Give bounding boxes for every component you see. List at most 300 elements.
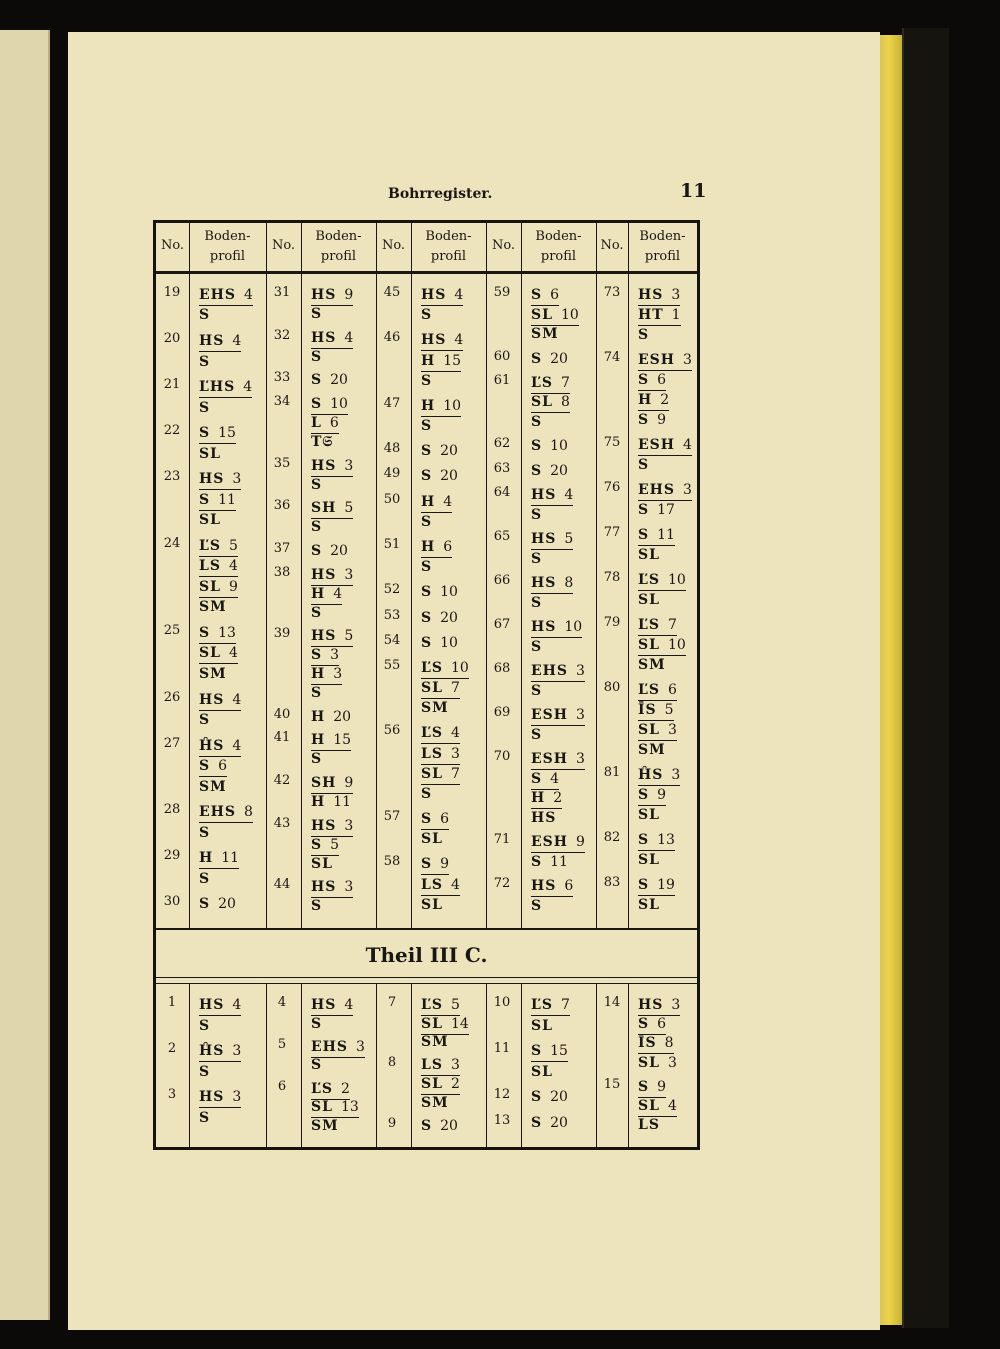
soil-profile-entry: SM (199, 599, 227, 616)
soil-profile-entry: S (199, 1063, 211, 1080)
record-number: 47 (383, 395, 401, 411)
record-number: 53 (383, 607, 401, 623)
soil-profile-entry: HS 4 (199, 331, 241, 352)
record-number: 45 (383, 285, 401, 300)
soil-profile-entry: S 4 (531, 769, 559, 790)
soil-profile-entry: SM (311, 1117, 339, 1134)
record-number: 22 (163, 423, 181, 439)
row-rule (156, 928, 697, 930)
record-number: 54 (383, 632, 401, 648)
record-number: 3 (167, 1087, 177, 1103)
soil-profile-entry: S (199, 1017, 211, 1034)
soil-profile-entry: HS 10 (531, 617, 582, 638)
header-no: No. (160, 238, 185, 253)
soil-profile-entry: S (311, 519, 323, 536)
soil-profile-entry: LS 3 (421, 1055, 460, 1076)
soil-profile-entry: EHS 3 (638, 480, 692, 501)
soil-profile-entry: ESH 9 (531, 832, 585, 853)
header-number-cell (596, 236, 628, 256)
soil-profile-entry: EHS 4 (199, 285, 253, 306)
soil-profile-entry: SM (199, 665, 227, 682)
page-number: 11 (680, 180, 707, 202)
soil-profile-entry: ĽS 10 (638, 570, 686, 591)
header-profile-cell (411, 227, 486, 267)
soil-profile-entry: SL (638, 547, 660, 563)
record-number: 62 (493, 436, 511, 452)
soil-profile-entry: SH 9 (311, 773, 353, 794)
soil-profile-entry: HS 3 (311, 456, 353, 477)
record-number: 74 (603, 350, 621, 365)
soil-profile-entry: SL 8 (531, 392, 570, 413)
soil-profile-entry: HS (531, 809, 557, 826)
soil-profile-entry: SL (638, 852, 660, 868)
record-number: 39 (273, 626, 291, 642)
section-title: Theil III C. (365, 943, 488, 967)
header-profile-cell (521, 227, 596, 267)
record-number: 33 (273, 370, 291, 386)
record-number: 46 (383, 330, 401, 346)
soil-profile-entry: S (199, 824, 211, 841)
soil-profile-entry: S 20 (421, 443, 458, 460)
header-number-cell (156, 236, 189, 256)
soil-profile-entry: S 20 (531, 462, 568, 479)
soil-profile-entry: SL (421, 896, 443, 913)
record-number: 57 (383, 809, 401, 825)
column-rule (521, 223, 522, 928)
soil-profile-entry: ĽS 10 (421, 658, 469, 679)
soil-profile-entry: H 2 (531, 788, 562, 809)
record-number: 6 (277, 1078, 287, 1094)
soil-profile-entry: S (199, 712, 211, 729)
record-number: 50 (383, 491, 401, 507)
header-number-cell (266, 236, 301, 256)
soil-profile-entry: S (638, 327, 650, 343)
record-number: 64 (493, 485, 511, 501)
record-number: 10 (493, 995, 511, 1010)
record-number: 81 (603, 765, 621, 780)
soil-profile-entry: S (531, 682, 543, 699)
soil-profile-entry: S 20 (421, 468, 458, 485)
soil-profile-entry: S 6 (531, 285, 559, 306)
record-number: 9 (387, 1115, 397, 1131)
soil-profile-entry: H 15 (421, 351, 461, 372)
soil-profile-entry: T𝔖 (311, 433, 334, 450)
soil-profile-entry: SL 7 (421, 764, 460, 785)
soil-profile-entry: S (421, 372, 433, 389)
record-number: 30 (163, 894, 181, 910)
soil-profile-entry: HS 3 (199, 469, 241, 490)
record-number: 15 (603, 1076, 621, 1092)
record-number: 61 (493, 372, 511, 388)
record-number: 79 (603, 615, 621, 630)
soil-profile-entry: HS 3 (638, 285, 680, 306)
soil-profile-entry: H 10 (421, 396, 461, 417)
record-number: 42 (273, 773, 291, 789)
soil-profile-entry: HS 4 (421, 285, 463, 306)
soil-profile-entry: SL (638, 807, 660, 823)
soil-profile-entry: HS 3 (199, 1087, 241, 1108)
header-boden: Boden- (315, 229, 362, 244)
soil-profile-entry: S (311, 685, 323, 702)
record-number: 73 (603, 285, 621, 300)
soil-profile-entry: S (311, 751, 323, 768)
header-boden: Boden- (425, 229, 472, 244)
soil-profile-entry: SL 9 (199, 577, 238, 598)
header-profile-cell (301, 227, 376, 267)
soil-profile-entry: S 13 (638, 830, 675, 851)
record-number: 36 (273, 498, 291, 514)
soil-profile-entry: SM (421, 1094, 449, 1111)
record-number: 34 (273, 393, 291, 409)
soil-profile-entry: ESH 3 (638, 350, 692, 371)
header-boden: Boden- (535, 229, 582, 244)
soil-profile-entry: HS 6 (531, 876, 573, 897)
soil-profile-entry: S 10 (421, 634, 458, 651)
record-number: 75 (603, 435, 621, 450)
soil-profile-entry: ĽS 7 (638, 615, 677, 636)
soil-profile-entry: LS 4 (421, 875, 460, 896)
soil-profile-entry: SM (421, 1034, 449, 1051)
soil-profile-entry: SL 10 (531, 305, 579, 326)
soil-profile-entry: ĽS 5 (421, 995, 460, 1016)
soil-profile-entry: EHS 3 (531, 661, 585, 682)
soil-profile-entry: S (421, 418, 433, 435)
soil-profile-entry: S 6 (199, 756, 227, 777)
soil-profile-entry: H 6 (421, 537, 452, 558)
soil-profile-entry: S 9 (421, 854, 449, 875)
record-number: 82 (603, 830, 621, 845)
record-number: 60 (493, 348, 511, 364)
header-no: No. (381, 238, 406, 253)
record-number: 2 (167, 1041, 177, 1057)
row-rule (156, 271, 697, 274)
soil-profile-entry: H 11 (311, 794, 352, 811)
soil-profile-entry: S (311, 348, 323, 365)
record-number: 5 (277, 1036, 287, 1052)
soil-profile-entry: SL (199, 512, 221, 529)
soil-profile-entry: H 4 (421, 492, 452, 513)
soil-profile-entry: HS 4 (531, 485, 573, 506)
soil-profile-entry: ĽS 6 (638, 680, 677, 701)
record-number: 4 (277, 995, 287, 1010)
soil-profile-entry: LS 4 (199, 556, 238, 577)
soil-profile-entry: S 10 (311, 394, 348, 415)
header-number-cell (486, 236, 521, 256)
record-number: 35 (273, 455, 291, 471)
record-number: 68 (493, 661, 511, 677)
soil-profile-entry: S (531, 897, 543, 914)
soil-profile-entry: SM (638, 657, 666, 673)
soil-profile-entry: S (531, 550, 543, 567)
soil-profile-entry: S 15 (199, 423, 236, 444)
soil-profile-entry: S (421, 559, 433, 576)
record-number: 55 (383, 657, 401, 673)
record-number: 28 (163, 802, 181, 818)
soil-profile-entry: SH 5 (311, 498, 353, 519)
soil-profile-entry: S (311, 1015, 323, 1032)
soil-profile-entry: ĪS 5 (638, 700, 674, 721)
soil-profile-entry: SM (421, 700, 449, 717)
record-number: 48 (383, 441, 401, 457)
soil-profile-entry: S (311, 898, 323, 915)
soil-profile-entry: ESH 4 (638, 435, 692, 456)
soil-profile-entry: ĽS 7 (531, 995, 570, 1016)
soil-profile-entry: ĽS 5 (199, 536, 238, 557)
soil-profile-entry: S 9 (638, 785, 666, 806)
record-number: 13 (493, 1112, 511, 1128)
header-profil: profil (320, 249, 357, 264)
soil-profile-entry: ĤS 4 (199, 736, 241, 757)
soil-profile-entry: S (199, 353, 211, 370)
header-no: No. (271, 238, 296, 253)
soil-profile-entry: HS 3 (311, 877, 353, 898)
header-profil: profil (209, 249, 246, 264)
soil-profile-entry: S (199, 1109, 211, 1126)
record-number: 70 (493, 749, 511, 765)
record-number: 25 (163, 622, 181, 638)
soil-profile-entry: S (311, 476, 323, 493)
record-number: 29 (163, 848, 181, 864)
record-number: 76 (603, 480, 621, 495)
soil-profile-entry: ĪS 8 (638, 1033, 674, 1054)
column-rule (411, 983, 412, 1147)
record-number: 44 (273, 877, 291, 893)
record-number: 38 (273, 564, 291, 580)
soil-profile-entry: SL 14 (421, 1014, 469, 1035)
soil-profile-entry: S (421, 785, 433, 802)
soil-profile-entry: S 20 (531, 1114, 568, 1131)
soil-profile-entry: HS 4 (311, 328, 353, 349)
soil-profile-entry: S (199, 399, 211, 416)
record-number: 83 (603, 875, 621, 890)
soil-profile-entry: ĤS 3 (638, 765, 680, 786)
soil-profile-entry: S 20 (421, 609, 458, 626)
soil-profile-entry: S 19 (638, 875, 675, 896)
record-number: 58 (383, 854, 401, 870)
soil-profile-entry: ĽS 2 (311, 1079, 350, 1100)
soil-profile-entry: HS 3 (311, 565, 353, 586)
soil-profile-entry: H 20 (311, 708, 352, 725)
soil-profile-entry: HS 4 (199, 995, 241, 1016)
soil-profile-entry: HS 4 (311, 995, 353, 1016)
soil-profile-entry: LS 3 (421, 744, 460, 765)
soil-profile-entry: HS 5 (531, 529, 573, 550)
record-number: 80 (603, 680, 621, 695)
record-number: 8 (387, 1055, 397, 1071)
soil-profile-entry: S 6 (638, 1014, 666, 1035)
record-number: 1 (167, 995, 177, 1010)
soil-profile-entry: S 5 (311, 835, 339, 856)
soil-profile-entry: S 3 (311, 645, 339, 666)
soil-profile-entry: SL (531, 1017, 553, 1034)
bohrregister-table (153, 220, 700, 1150)
soil-profile-entry: EHS 3 (311, 1037, 365, 1058)
record-number: 72 (493, 876, 511, 892)
record-number: 7 (387, 995, 397, 1010)
header-profil: profil (430, 249, 467, 264)
column-rule (301, 223, 302, 928)
soil-profile-entry: SL 4 (199, 643, 238, 664)
soil-profile-entry: SL (421, 831, 443, 848)
soil-profile-entry: S (421, 513, 433, 530)
record-number: 21 (163, 377, 181, 393)
record-number: 65 (493, 529, 511, 545)
record-number: 23 (163, 469, 181, 485)
record-number: 27 (163, 735, 181, 751)
record-number: 59 (493, 285, 511, 300)
soil-profile-entry: H 2 (638, 390, 669, 411)
soil-profile-entry: SL 13 (311, 1097, 359, 1118)
header-profil: profil (644, 249, 681, 264)
record-number: 52 (383, 582, 401, 598)
soil-profile-entry: S 20 (421, 1117, 458, 1134)
record-number: 67 (493, 617, 511, 633)
soil-profile-entry: HS 3 (311, 816, 353, 837)
soil-profile-entry: S 6 (421, 809, 449, 830)
soil-profile-entry: SL (638, 592, 660, 608)
soil-profile-entry: S 10 (421, 584, 458, 601)
record-number: 14 (603, 995, 621, 1010)
soil-profile-entry: SM (531, 326, 559, 343)
record-number: 51 (383, 536, 401, 552)
column-rule (628, 223, 629, 928)
header-number-cell (376, 236, 411, 256)
record-number: 19 (163, 285, 181, 300)
soil-profile-entry: ĤS 3 (199, 1041, 241, 1062)
soil-profile-entry: H 15 (311, 730, 351, 751)
soil-profile-entry: SM (638, 742, 666, 758)
column-rule (189, 223, 190, 928)
row-rule (156, 983, 697, 984)
soil-profile-entry: S 11 (638, 525, 675, 546)
record-number: 37 (273, 540, 291, 556)
header-boden: Boden- (204, 229, 251, 244)
soil-profile-entry: S (531, 726, 543, 743)
record-number: 77 (603, 525, 621, 540)
soil-profile-entry: SL 7 (421, 678, 460, 699)
header-profile-cell (628, 227, 697, 267)
soil-profile-entry: LS (638, 1117, 660, 1133)
soil-profile-entry: S 17 (638, 502, 675, 518)
soil-profile-entry: HS 5 (311, 626, 353, 647)
soil-profile-entry: HS 9 (311, 285, 353, 306)
soil-profile-entry: S (531, 594, 543, 611)
soil-profile-entry: S (311, 305, 323, 322)
soil-profile-entry: S (199, 307, 211, 324)
record-number: 12 (493, 1087, 511, 1103)
record-number: 56 (383, 723, 401, 739)
soil-profile-entry: HS 4 (421, 330, 463, 351)
soil-profile-entry: HS 4 (199, 690, 241, 711)
column-rule (411, 223, 412, 928)
record-number: 41 (273, 730, 291, 746)
column-rule (189, 983, 190, 1147)
soil-profile-entry: S 13 (199, 623, 236, 644)
soil-profile-entry: S (311, 1057, 323, 1074)
header-profile-cell (189, 227, 266, 267)
soil-profile-entry: S 9 (638, 412, 667, 428)
record-number: 31 (273, 285, 291, 300)
record-number: 66 (493, 573, 511, 589)
soil-profile-entry: S (531, 638, 543, 655)
soil-profile-entry: S 11 (531, 853, 568, 870)
facing-page-edge (0, 30, 50, 1320)
record-number: 63 (493, 460, 511, 476)
soil-profile-entry: H 4 (311, 584, 342, 605)
header-no: No. (491, 238, 516, 253)
row-rule (156, 977, 697, 978)
soil-profile-entry: SL (638, 897, 660, 913)
soil-profile-entry: S 20 (311, 542, 348, 559)
record-number: 26 (163, 689, 181, 705)
column-rule (628, 983, 629, 1147)
record-number: 49 (383, 466, 401, 482)
soil-profile-entry: S 15 (531, 1041, 568, 1062)
soil-profile-entry: EHS 8 (199, 802, 253, 823)
soil-profile-entry: SL 3 (638, 720, 677, 741)
soil-profile-entry: S (531, 414, 543, 430)
record-number: 71 (493, 832, 511, 848)
soil-profile-entry: S (199, 870, 211, 887)
soil-profile-entry: ĽHS 4 (199, 377, 252, 398)
soil-profile-entry: S 20 (531, 1089, 568, 1106)
soil-profile-entry: S 6 (638, 370, 666, 391)
header-boden: Boden- (639, 229, 686, 244)
record-number: 32 (273, 327, 291, 343)
soil-profile-entry: SL 4 (638, 1096, 677, 1117)
record-number: 20 (163, 331, 181, 347)
column-rule (301, 983, 302, 1147)
record-number: 69 (493, 705, 511, 721)
record-number: 11 (493, 1041, 511, 1057)
running-head: Bohrregister. (388, 186, 493, 202)
soil-profile-entry: HS 8 (531, 573, 573, 594)
soil-profile-entry: H 11 (199, 848, 239, 869)
soil-profile-entry: S 10 (531, 438, 568, 455)
record-number: 43 (273, 815, 291, 831)
book-cover (902, 28, 949, 1328)
record-number: 24 (163, 535, 181, 551)
soil-profile-entry: HT 1 (638, 305, 681, 326)
soil-profile-entry: S 20 (311, 372, 348, 389)
soil-profile-entry: H 3 (311, 664, 342, 685)
soil-profile-entry: S (421, 307, 433, 324)
page-block-edge (880, 35, 902, 1325)
soil-profile-entry: S (638, 457, 650, 473)
soil-profile-entry: ESH 3 (531, 705, 585, 726)
header-no: No. (600, 238, 624, 253)
record-number: 40 (273, 706, 291, 722)
soil-profile-entry: S 9 (638, 1077, 666, 1098)
soil-profile-entry: S (311, 604, 323, 621)
soil-profile-entry: S 20 (531, 350, 568, 367)
soil-profile-entry: ĽS 4 (421, 723, 460, 744)
soil-profile-entry: HS 3 (638, 995, 680, 1016)
record-number: 78 (603, 570, 621, 585)
soil-profile-entry: SL 10 (638, 635, 686, 656)
soil-profile-entry: SM (199, 778, 227, 795)
soil-profile-entry: L 6 (311, 413, 339, 434)
soil-profile-entry: SL (531, 1063, 553, 1080)
soil-profile-entry: SL 2 (421, 1074, 460, 1095)
soil-profile-entry: SL (311, 855, 333, 872)
soil-profile-entry: S 11 (199, 490, 236, 511)
soil-profile-entry: ESH 3 (531, 749, 585, 770)
header-profil: profil (540, 249, 577, 264)
soil-profile-entry: SL 3 (638, 1054, 677, 1071)
column-rule (521, 983, 522, 1147)
soil-profile-entry: S (531, 506, 543, 523)
